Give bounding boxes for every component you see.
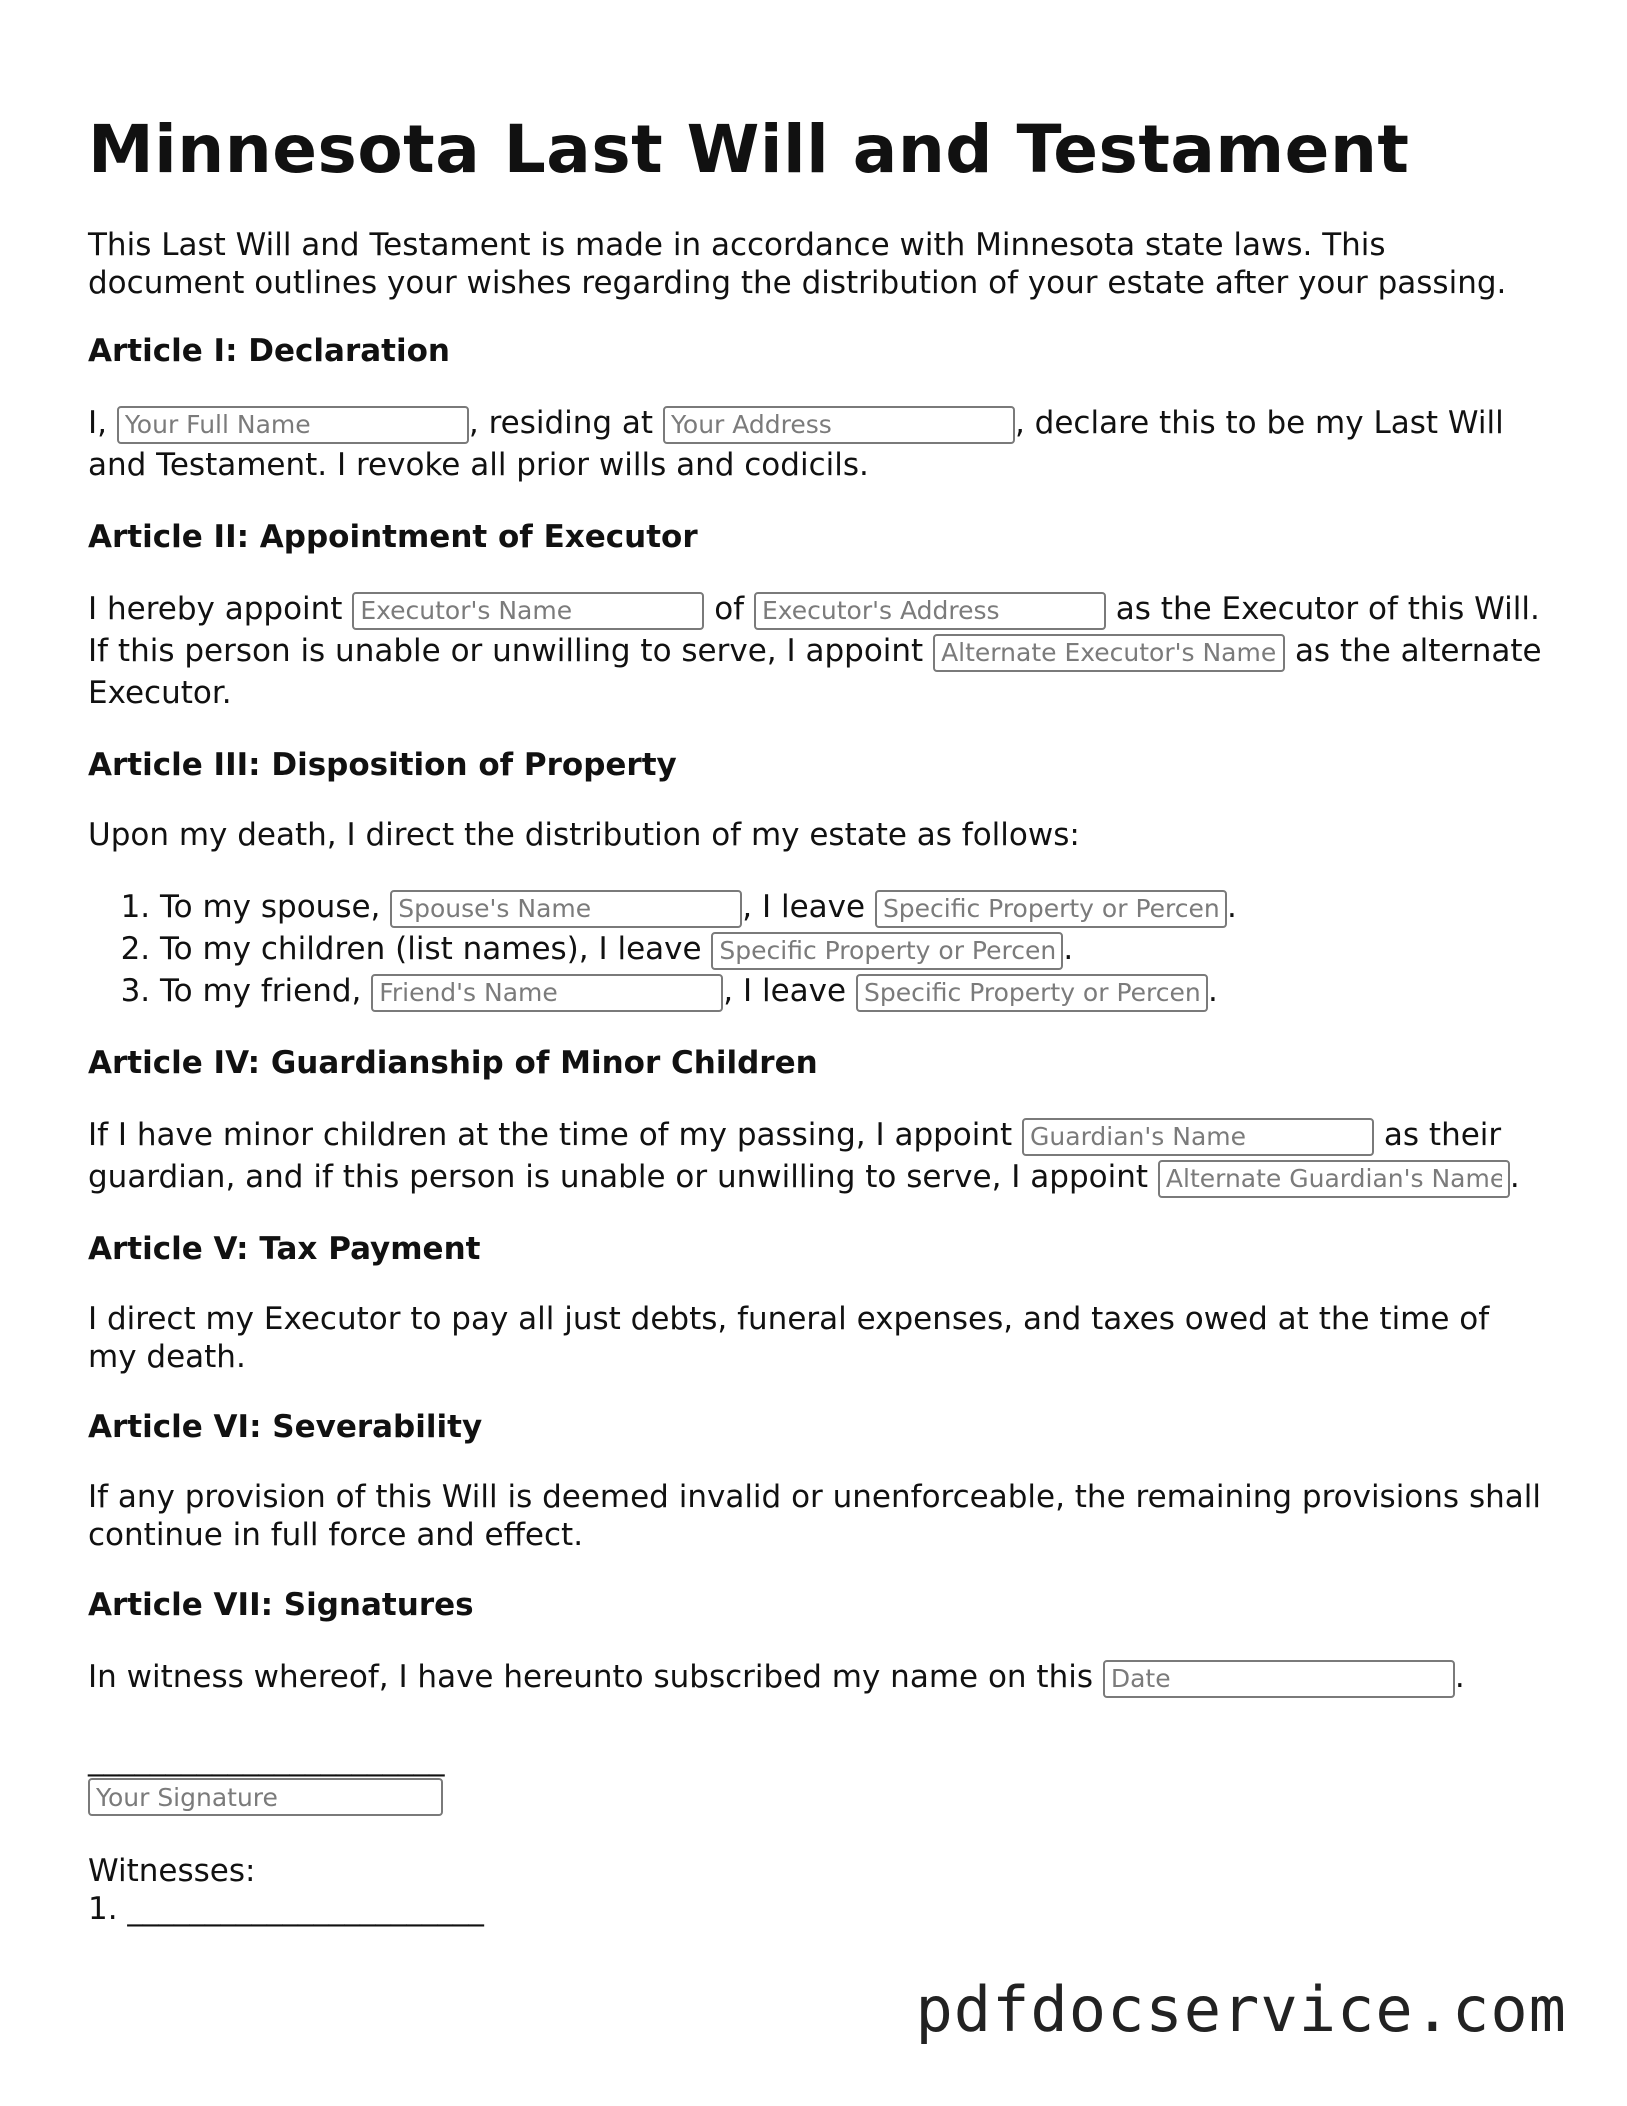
alternate-executor-input[interactable]: [933, 634, 1285, 672]
address-input[interactable]: [663, 406, 1015, 444]
list-item: [160, 886, 1543, 928]
friend-name-input[interactable]: [371, 974, 723, 1012]
list-item: [160, 928, 1543, 970]
article-5-heading: Article V: Tax Payment: [88, 1231, 481, 1267]
list-item-text: To my children (list names), I leave: [160, 931, 702, 967]
signature-line: _______________________: [88, 1741, 445, 1777]
list-item-end: .: [1226, 889, 1237, 925]
article-7-heading: Article VII: Signatures: [88, 1587, 474, 1623]
list-item-end: .: [1063, 931, 1074, 967]
article-2-text-part: as the alternate Executor.: [88, 633, 1542, 711]
property-list: [88, 886, 1543, 1012]
intro-paragraph: This Last Will and Testament is made in accordance with Minnesota state laws. This document outlines your wishes regarding the distribution of your estate after your passing.: [88, 227, 1507, 301]
article-5-text: I direct my Executor to pay all just debts, funeral expenses, and taxes owed at the time of my death.: [88, 1301, 1490, 1375]
list-item-text: To my spouse,: [160, 889, 381, 925]
article-2-text-part: I hereby appoint: [88, 591, 343, 627]
alternate-guardian-input[interactable]: [1158, 1160, 1510, 1198]
brand-watermark: pdfdocservice.com: [915, 1973, 1567, 2046]
will-document: [88, 110, 1543, 1928]
article-2-heading: Article II: Appointment of Executor: [88, 519, 698, 555]
article-1-text-part: , residing at: [468, 405, 654, 441]
page-title: Minnesota Last Will and Testament: [88, 111, 1410, 188]
spouse-name-input[interactable]: [390, 890, 742, 928]
children-property-input[interactable]: [711, 932, 1063, 970]
article-1-text: [88, 402, 1543, 486]
article-4-text-part: .: [1509, 1159, 1520, 1195]
witness-1-line: 1. _______________________: [88, 1891, 484, 1927]
signature-field-wrap: [88, 1778, 1543, 1816]
article-7-text-part: .: [1454, 1659, 1465, 1695]
list-item-text: , I leave: [742, 889, 866, 925]
spouse-property-input[interactable]: [875, 890, 1227, 928]
article-4-text-part: If I have minor children at the time of my passing, I appoint: [88, 1117, 1013, 1153]
article-6-text: If any provision of this Will is deemed invalid or unenforceable, the remaining provisions shall continue in full force and effect.: [88, 1479, 1541, 1553]
article-7-text: [88, 1656, 1543, 1698]
witnesses-label: Witnesses:: [88, 1853, 256, 1889]
article-4-text: [88, 1114, 1543, 1198]
article-3-lead: Upon my death, I direct the distribution of my estate as follows:: [88, 817, 1080, 853]
article-4-heading: Article IV: Guardianship of Minor Children: [88, 1045, 818, 1081]
executor-address-input[interactable]: [754, 592, 1106, 630]
guardian-name-input[interactable]: [1022, 1118, 1374, 1156]
article-2-text-part: of: [714, 591, 745, 627]
article-3-heading: Article III: Disposition of Property: [88, 747, 677, 783]
date-input[interactable]: [1103, 1660, 1455, 1698]
list-item-text: To my friend,: [160, 973, 362, 1009]
article-2-text-part: as the Executor of this Will. If this person is unable or unwilling to serve, I appoint: [88, 591, 1540, 669]
article-7-text-part: In witness whereof, I have hereunto subscribed my name on this: [88, 1659, 1093, 1695]
article-2-text: [88, 588, 1543, 714]
article-1-heading: Article I: Declaration: [88, 333, 450, 369]
executor-name-input[interactable]: [352, 592, 704, 630]
article-4-text-part: as their guardian, and if this person is unable or unwilling to serve, I appoint: [88, 1117, 1502, 1195]
signature-input[interactable]: [88, 1778, 443, 1816]
article-1-text-part: I,: [88, 405, 107, 441]
article-1-text-part: , declare this to be my Last Will and Testament. I revoke all prior wills and codicils.: [88, 405, 1504, 483]
list-item-end: .: [1207, 973, 1218, 1009]
full-name-input[interactable]: [117, 406, 469, 444]
list-item: [160, 970, 1543, 1012]
list-item-text: , I leave: [723, 973, 847, 1009]
friend-property-input[interactable]: [856, 974, 1208, 1012]
article-6-heading: Article VI: Severability: [88, 1409, 483, 1445]
